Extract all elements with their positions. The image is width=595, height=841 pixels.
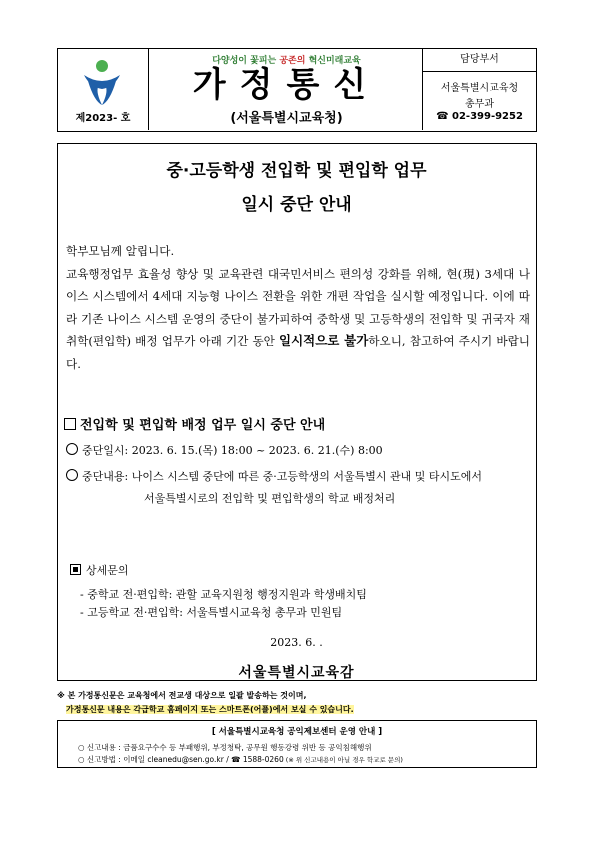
report-method-text: ○ 신고방법 : 이메일 cleanedu@sen.go.kr / ☎ 1588-0260 — [78, 755, 284, 764]
suspension-period — [66, 442, 383, 458]
inquiry-title-text: 상세문의 — [86, 564, 129, 577]
circle-bullet-icon — [66, 469, 78, 481]
department-office: 서울특별시교육청 — [440, 83, 519, 94]
inquiry-high-school: - 고등학교 전·편입학: 서울특별시교육청 총무과 민원팀 — [80, 606, 343, 619]
logo-cell — [58, 49, 149, 130]
whistleblower-report-method — [78, 754, 403, 765]
footnote-1: ※ 본 가정통신문은 교육청에서 전교생 대상으로 일괄 발송하는 것이며, — [57, 691, 307, 700]
issue-number: 제2023- 호 — [75, 113, 131, 124]
notice-title-line2: 일시 중단 안내 — [241, 195, 352, 215]
circle-bullet-icon — [66, 443, 78, 455]
notice-title-line1: 중·고등학생 전입학 및 편입학 업무 — [166, 161, 427, 181]
seoul-education-logo-icon — [80, 57, 124, 107]
suspension-content-cont: 서울특별시로의 전입학 및 편입학생의 학교 배정처리 — [144, 492, 396, 505]
checkbox-square-icon — [64, 418, 76, 430]
notice-paragraph — [66, 240, 530, 376]
inquiry-middle-school: - 중학교 전·편입학: 관할 교육지원청 행정지원과 학생배치팀 — [80, 588, 367, 601]
newsletter-subtitle: (서울특별시교육청) — [230, 111, 343, 126]
filled-square-bullet-icon — [70, 564, 81, 575]
slogan-part2: 혁신미래교육 — [305, 56, 361, 66]
department-division: 총무과 — [465, 99, 494, 110]
whistleblower-title: [ 서울특별시교육청 공익제보센터 운영 안내 ] — [211, 727, 383, 737]
department-phone: ☎ 02-399-9252 — [436, 111, 523, 122]
whistleblower-report-content: ○ 신고내용 : 금품요구수수 등 부패행위, 부정청탁, 공무원 행동강령 위반 등 공익침해행위 — [78, 743, 372, 752]
paragraph-emphasis: 일시적으로 불가 — [279, 333, 369, 349]
department-cell — [422, 49, 536, 130]
section-title — [64, 414, 325, 433]
paragraph-main — [66, 263, 530, 376]
report-method-note: (※ 위 신고내용이 아닐 경우 학교로 문의) — [283, 756, 403, 764]
signer: 서울특별시교육감 — [238, 665, 355, 681]
header-table — [57, 48, 537, 132]
suspension-content — [66, 468, 482, 484]
slogan-highlight: 공존의 — [279, 56, 306, 66]
footnote-2 — [66, 704, 354, 715]
slogan-part1: 다양성이 꽃피는 — [212, 56, 280, 66]
paragraph-end: 하오니, 참고하여 주시기 바랍니다. — [66, 334, 530, 371]
newsletter-title: 가정통신 — [192, 65, 381, 105]
greeting: 학부모님께 알립니다. — [66, 244, 175, 258]
paragraph-text: 교육행정업무 효율성 향상 및 교육관련 대국민서비스 편의성 강화를 위해, 현(現) 3세대 나이스 시스템에서 4세대 지능형 나이스 전환을 위한 개편 작업을 실시할 예정입니다. 이에 따라 기존 나이스 시스템 운영의 중단이 불가피하여 중학생 및 고등학생의 전입학 및 귀국자 재취학(편입학) 배정 업무가 아래 기간 동안 — [66, 266, 530, 349]
suspension-period-text: 중단일시: 2023. 6. 15.(목) 18:00 ~ 2023. 6. 21.(수) 8:00 — [82, 444, 383, 457]
department-label: 담당부서 — [423, 49, 536, 72]
section-title-text: 전입학 및 편입학 배정 업무 일시 중단 안내 — [80, 418, 326, 433]
suspension-content-text: 중단내용: 나이스 시스템 중단에 따른 중·고등학생의 서울특별시 관내 및 타시도에서 — [82, 470, 482, 483]
whistleblower-center-box — [57, 720, 537, 768]
footnote-2-text: 가정통신문 내용은 각급학교 홈페이지 또는 스마트폰(어플)에서 보실 수 있습니다. — [66, 705, 354, 714]
inquiry-title — [70, 562, 129, 578]
notice-body — [57, 143, 537, 681]
issue-date: 2023. 6. . — [270, 636, 323, 649]
